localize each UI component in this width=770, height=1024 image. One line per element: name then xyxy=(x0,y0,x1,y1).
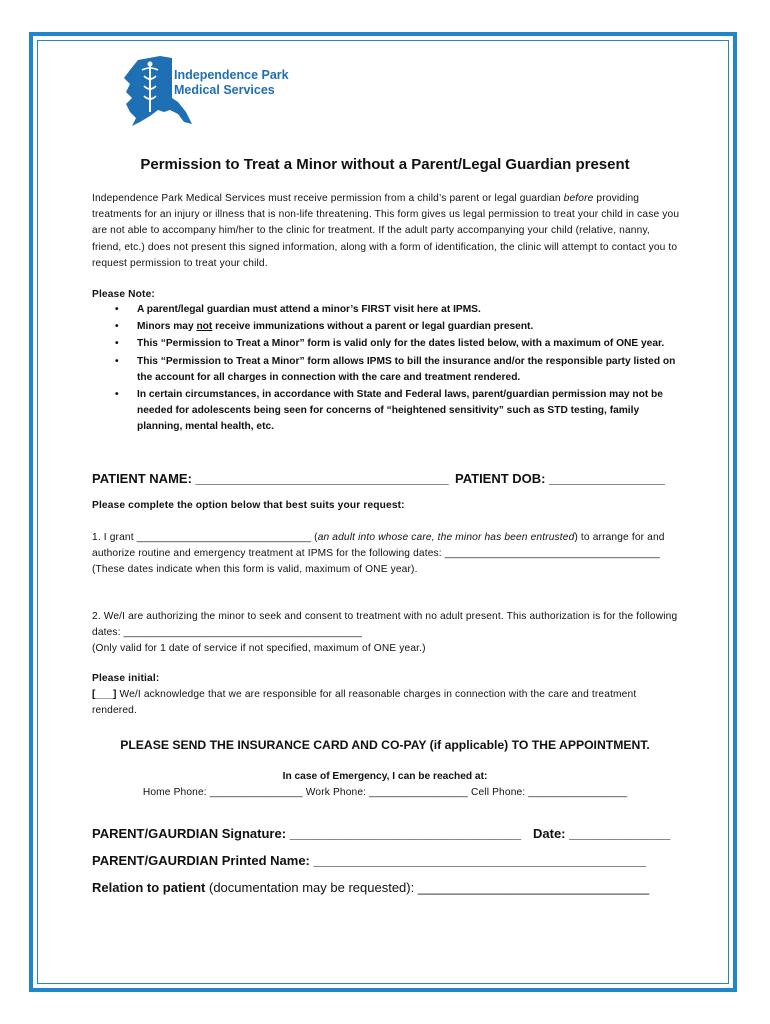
list-item: • A parent/legal guardian must attend a minor’s FIRST visit here at IPMS. xyxy=(115,304,481,315)
patient-name-field[interactable]: PATIENT NAME: ___________________________________ xyxy=(92,471,449,486)
option-1-text-2: ) to arrange for and authorize routine and emergency treatment at IPMS for the following dates: _____________________________________ (These dates indicate when this form is valid, maximum of ONE year). xyxy=(92,532,665,576)
relation-to-patient-field[interactable] xyxy=(92,880,649,895)
intro-paragraph xyxy=(92,191,682,272)
initial-box[interactable]: [___] xyxy=(92,689,117,700)
option-2-line-1: 2. We/I are authorizing the minor to seek and consent to treatment with no adult present. This authorization is for the following dates: _________________________________________ xyxy=(92,611,678,639)
notes-list xyxy=(92,302,684,437)
intro-italic: before xyxy=(563,193,594,204)
intro-text-1: Independence Park Medical Services must receive permission from a child’s parent or legal guardian xyxy=(92,193,564,204)
please-initial-heading: Please initial: xyxy=(92,673,160,684)
patient-dob-field[interactable]: PATIENT DOB: ________________ xyxy=(455,471,665,486)
note-1: A parent/legal guardian must attend a minor’s FIRST visit here at IPMS. xyxy=(137,304,481,315)
note-2a: Minors may xyxy=(137,321,197,333)
relation-rest: (documentation may be requested): ________________________________ xyxy=(205,880,650,895)
page-title: Permission to Treat a Minor without a Parent/Legal Guardian present xyxy=(140,156,630,173)
option-1-text-1: 1. I grant ______________________________ ( xyxy=(92,532,318,543)
option-2-paragraph[interactable] xyxy=(92,609,682,658)
list-item: • This “Permission to Treat a Minor” form allows IPMS to bill the insurance and/or the responsible party listed on the account for all charges in connection with the care and treatment rendered. xyxy=(115,355,676,383)
emergency-heading: In case of Emergency, I can be reached at: xyxy=(282,771,488,782)
note-5: In certain circumstances, in accordance with State and Federal laws, parent/guardian permission may not be needed for adolescents being seen for concerns of “heightened sensitivity” such as STD testing, family planning, mental health, etc. xyxy=(137,389,663,433)
signature-date-field[interactable]: Date: ______________ xyxy=(533,826,671,841)
logo-text xyxy=(174,68,289,98)
guardian-signature-field[interactable]: PARENT/GAURDIAN Signature: ________________________________ xyxy=(92,826,522,841)
relation-label: Relation to patient xyxy=(92,880,206,895)
please-note-heading: Please Note: xyxy=(92,289,155,300)
note-2b: receive immunizations without a parent or legal guardian present. xyxy=(212,321,534,333)
note-4: This “Permission to Treat a Minor” form allows IPMS to bill the insurance and/or the responsible party listed on the account for all charges in connection with the care and treatment rendered. xyxy=(137,355,676,383)
initial-text: We/I acknowledge that we are responsible for all reasonable charges in connection with the care and treatment rendered. xyxy=(92,689,637,717)
list-item: • This “Permission to Treat a Minor” form is valid only for the dates listed below, with a maximum of ONE year. xyxy=(115,338,665,350)
list-item: • In certain circumstances, in accordance with State and Federal laws, parent/guardian permission may not be needed for adolescents being seen for concerns of “heightened sensitivity” such as STD testing, family planning, mental health, etc. xyxy=(115,389,663,433)
intro-text-2: providing treatments for an injury or illness that is non-life threatening. This form gives us legal permission to treat your child in case you are not able to accompany him/her to the clinic for treatment. If the adult party accompanying your child (relative, nanny, friend, etc.) does not present this signed information, along with a form of identification, the clinic will attempt to contact you to request permission to treat your child. xyxy=(92,193,680,269)
logo-line-1: Independence Park xyxy=(174,68,289,82)
guardian-printed-name-field[interactable]: PARENT/GAURDIAN Printed Name: ______________________________________________ xyxy=(92,853,647,868)
option-2-line-2: (Only valid for 1 date of service if not specified, maximum of ONE year.) xyxy=(92,643,426,655)
logo-line-2: Medical Services xyxy=(174,83,275,97)
option-instruction: Please complete the option below that best suits your request: xyxy=(92,500,405,511)
list-item: • Minors may not receive immunizations without a parent or legal guardian present. xyxy=(115,321,534,333)
insurance-notice: PLEASE SEND THE INSURANCE CARD AND CO-PAY (if applicable) TO THE APPOINTMENT. xyxy=(120,738,650,752)
option-1-italic: an adult into whose care, the minor has been entrusted xyxy=(317,532,575,543)
note-3: This “Permission to Treat a Minor” form is valid only for the dates listed below, with a maximum of ONE year. xyxy=(137,338,665,350)
option-1-paragraph[interactable] xyxy=(92,530,682,579)
emergency-phones[interactable]: Home Phone: ________________ Work Phone: _________________ Cell Phone: _________________ xyxy=(142,787,628,798)
note-2-underline: not xyxy=(196,321,213,333)
initial-acknowledgement[interactable] xyxy=(92,687,682,719)
